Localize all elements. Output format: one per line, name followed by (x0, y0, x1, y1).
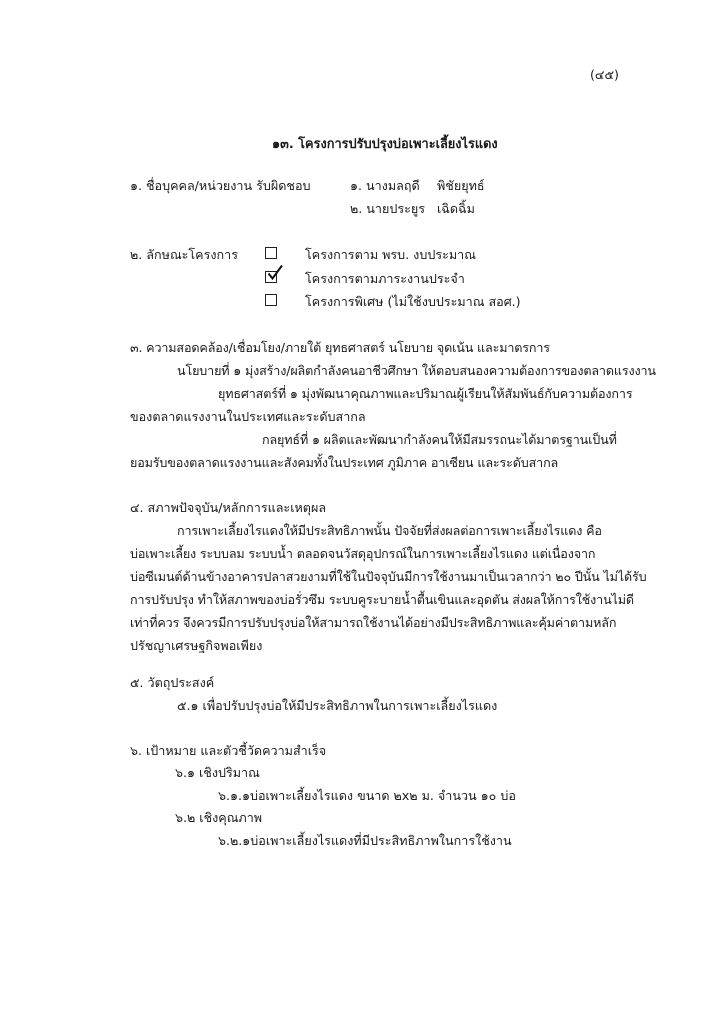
section4-line: บ่อซีเมนต์ด้านข้างอาคารปลาสวยงามที่ใช้ในปัจจุบันมีการใช้งานมาเป็นเวลากว่า ๒๐ ปีนั้น ไม่ได้รับ (130, 569, 647, 584)
checkmark-icon (267, 265, 283, 281)
section6-quantity-label: ๖.๑ เชิงปริมาณ (175, 765, 260, 780)
section4-line: เท่าที่ควร จึงควรมีการปรับปรุงบ่อให้สามารถใช้งานได้อย่างมีประสิทธิภาพและคุ้มค่าตามหลัก (130, 615, 617, 630)
section3-line: ยอมรับของตลาดแรงงานและสังคมทั้งในประเทศ ภูมิภาค อาเซียน และระดับสากล (130, 455, 559, 470)
section4-line: บ่อเพาะเลี้ยง ระบบลม ระบบน้ำ ตลอดจนวัสดุอุปกรณ์ในการเพาะเลี้ยงไรแดง แต่เนื่องจาก (130, 546, 596, 561)
section4-line: การปรับปรุง ทำให้สภาพของบ่อรั่วซึม ระบบคูระบายน้ำตื้นเขินและอุดตัน ส่งผลให้การใช้งานไม่ดี (130, 592, 634, 607)
section3-line: ยุทธศาสตร์ที่ ๑ มุ่งพัฒนาคุณภาพและปริมาณผู้เรียนให้สัมพันธ์กับความต้องการ (218, 386, 633, 401)
section6-quality-item: ๖.๒.๑บ่อเพาะเลี้ยงไรแดงที่มีประสิทธิภาพในการใช้งาน (218, 833, 512, 848)
section4-line: ปรัชญาเศรษฐกิจพอเพียง (130, 638, 263, 653)
section4-line: การเพาะเลี้ยงไรแดงให้มีประสิทธิภาพนั้น ปัจจัยที่ส่งผลต่อการเพาะเลี้ยงไรแดง คือ (177, 523, 602, 538)
checkbox-special-project[interactable] (265, 294, 277, 306)
option-routine-work: โครงการตามภาระงานประจำ (305, 271, 465, 286)
section5-item: ๕.๑ เพื่อปรับปรุงบ่อให้มีประสิทธิภาพในการเพาะเลี้ยงไรแดง (177, 698, 498, 713)
section6-heading: ๖. เป้าหมาย และตัวชี้วัดความสำเร็จ (130, 743, 327, 758)
section3-heading: ๓. ความสอดคล้อง/เชื่อมโยง/ภายใต้ ยุทธศาสตร์ นโยบาย จุดเน้น และมาตรการ (130, 340, 550, 355)
page-number: (๔๕) (590, 67, 619, 82)
checkbox-budget-act[interactable] (265, 247, 277, 259)
section2-label: ๒. ลักษณะโครงการ (130, 247, 238, 262)
section4-heading: ๔. สภาพปัจจุบัน/หลักการและเหตุผล (130, 500, 327, 515)
person2-name: ๒. นายประยูร (350, 201, 426, 216)
section6-quality-label: ๖.๒ เชิงคุณภาพ (175, 810, 263, 825)
person1-name: ๑. นางมลฤดี (350, 178, 420, 193)
section6-quantity-item: ๖.๑.๑บ่อเพาะเลี้ยงไรแดง ขนาด ๒x๒ ม. จำนวน ๑๐ บ่อ (218, 788, 516, 803)
section1-label: ๑. ชื่อบุคคล/หน่วยงาน รับผิดชอบ (130, 178, 311, 193)
page-title: ๑๓. โครงการปรับปรุงบ่อเพาะเลี้ยงไรแดง (272, 137, 498, 152)
person1-surname: พิชัยยุทธ์ (437, 178, 485, 193)
section5-heading: ๕. วัตถุประสงค์ (130, 675, 215, 690)
option-budget-act: โครงการตาม พรบ. งบประมาณ (305, 247, 476, 262)
person2-surname: เฉิดฉิ้ม (437, 201, 475, 216)
option-special-project: โครงการพิเศษ (ไม่ใช้งบประมาณ สอศ.) (305, 294, 521, 309)
section3-line: นโยบายที่ ๑ มุ่งสร้าง/ผลิตกำลังคนอาชีวศึกษา ให้ตอบสนองความต้องการของตลาดแรงงาน (177, 363, 656, 378)
checkbox-routine-work[interactable] (265, 271, 277, 283)
section3-line: ของตลาดแรงงานในประเทศและระดับสากล (130, 409, 366, 424)
section3-line: กลยุทธ์ที่ ๑ ผลิตและพัฒนากำลังคนให้มีสมรรถนะได้มาตรฐานเป็นที่ (262, 432, 617, 447)
